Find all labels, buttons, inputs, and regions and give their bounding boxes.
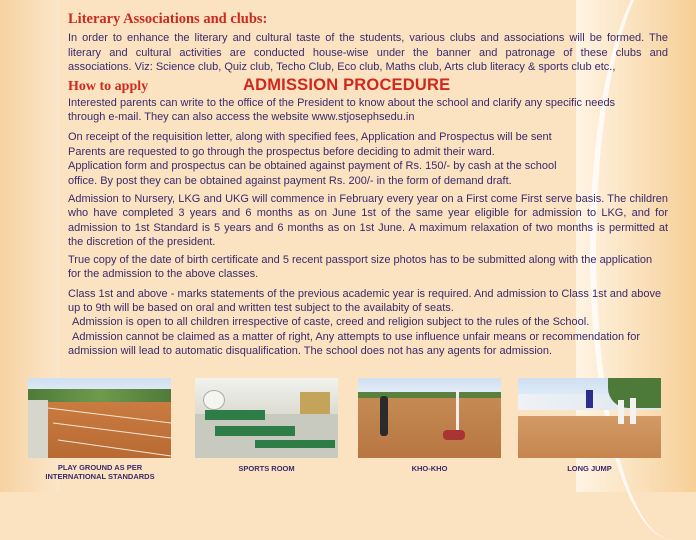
apply-line: True copy of the date of birth certificate and 5 recent passport size photos has to be submitted along with the application: [68, 253, 653, 266]
apply-heading-row: [68, 75, 668, 96]
admission-procedure-title: ADMISSION PROCEDURE: [243, 75, 451, 94]
apply-line: the discretion of the president.: [68, 236, 216, 249]
photo-caption: [195, 464, 338, 473]
content: [68, 12, 668, 359]
apply-line: through e-mail. They can also access the website www.stjosephsedu.in: [68, 111, 415, 124]
apply-line: up to 9th will be based on oral and written test subject to the availabity of seats.: [68, 301, 454, 314]
literary-line: In order to enhance the literary and cultural taste of the students, various clubs and associations will be formed. The: [68, 32, 668, 45]
playground-photo: [28, 378, 171, 458]
caption-line: PLAY GROUND AS PER: [57, 463, 143, 472]
apply-line: admission to 1st Standard is 5 years and 6 months as on 1st June. A maximum relaxation of two months is permitted at: [68, 221, 668, 234]
apply-line: Admission to Nursery, LKG and UKG will commence in February every year on a First come First serve basis. The children: [68, 193, 668, 206]
photo-strip: [25, 378, 665, 488]
apply-line: Class 1st and above - marks statements of the previous academic year is required. And admission to Class 1st and above: [68, 287, 662, 300]
apply-line: for the admission to the above classes.: [68, 268, 259, 281]
caption-line: INTERNATIONAL STANDARDS: [45, 472, 155, 481]
caption-line: SPORTS ROOM: [238, 464, 295, 473]
apply-line: office. By post they can be obtained against payment Rs. 200/- in the form of demand draft.: [68, 174, 512, 187]
apply-line: On receipt of the requisition letter, along with specified fees, Application and Prospectus will be sent: [68, 131, 552, 144]
literary-heading: Literary Associations and clubs:: [68, 11, 268, 27]
apply-line: Parents are requested to go through the prospectus before deciding to admit their ward.: [68, 145, 495, 158]
apply-line: Application form and prospectus can be obtained against payment of Rs. 150/- by cash at the school: [68, 160, 557, 173]
literary-line: associations. Viz: Science club, Quiz club, Techo Club, Eco club, Maths club, Arts club literacy & sports club etc.,: [68, 61, 616, 74]
kho-kho-photo: [358, 378, 501, 458]
caption-line: LONG JUMP: [567, 464, 612, 473]
caption-line: KHO-KHO: [411, 464, 448, 473]
literary-line: literary and cultural activities are conducted house-wise under the banner and patronage of these clubs and: [68, 46, 668, 59]
apply-line: Admission is open to all children irrespective of caste, creed and religion subject to the rules of the School.: [72, 316, 590, 329]
photo-caption: [518, 464, 661, 473]
sports-room-photo: [195, 378, 338, 458]
apply-line: Admission cannot be claimed as a matter of right, Any attempts to use influence unfair means or recommendation for: [72, 330, 641, 343]
how-to-apply-heading: How to apply: [68, 78, 149, 94]
apply-line: who have completed 3 years and 6 months as on June 1st of the same year eligible for admission to LKG, and for: [68, 207, 668, 220]
apply-line: admission will lead to automatic disqualification. The school does not has any agents for admission.: [68, 345, 553, 358]
track-lines: [28, 378, 171, 458]
long-jump-photo: [518, 378, 661, 458]
photo-caption: [20, 463, 180, 481]
apply-line: Interested parents can write to the office of the President to know about the school and clarify any specific needs: [68, 96, 616, 109]
photo-caption: [358, 464, 501, 473]
